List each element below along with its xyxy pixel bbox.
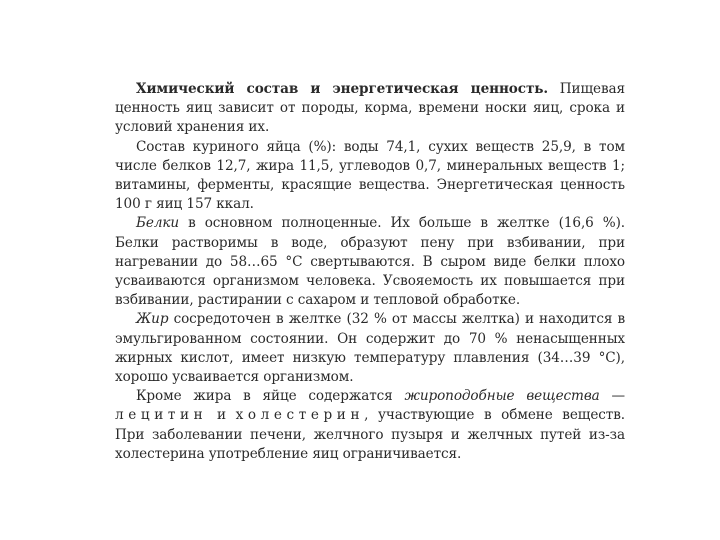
term-fat: Жир — [136, 311, 169, 328]
paragraph-text: сосредоточен в желтке (32 % от массы желтка) и находится в эмульгированном состоянии. Он содержит до 70 % ненасыщенных жирных кислот, имеет низкую температуру плавления (34…39 °С), хорошо усваивается организмом. — [115, 311, 625, 386]
term-cholesterol: холестерин — [235, 407, 365, 424]
paragraph-composition-intro — [115, 80, 625, 138]
paragraph-text: Кроме жира в яйце содержатся — [136, 388, 405, 405]
paragraph-proteins — [115, 214, 625, 310]
term-lipoids: жироподобные вещества — [404, 388, 600, 405]
paragraph-egg-composition — [115, 138, 625, 215]
term-proteins: Белки — [136, 215, 180, 232]
paragraph-text: — — [599, 388, 625, 405]
paragraph-lipoids — [115, 387, 625, 464]
paragraph-text: и — [207, 407, 236, 424]
paragraph-text: , участвующие в обмене веществ. При заболевании печени, желчного пузыря и желчных путей из-за холестерина употребление яиц ограничивается. — [115, 407, 625, 462]
paragraph-text: Пищевая ценность яиц зависит от породы, корма, времени носки яиц, срока и условий хранения их. — [115, 81, 626, 136]
term-lecithin: лецитин — [115, 407, 208, 424]
paragraph-text: Состав куриного яйца (%): воды 74,1, сухих веществ 25,9, в том числе белков 12,7, жира 11,5, углеводов 0,7, минеральных веществ 1; витамины, ферменты, красящие вещества. Энергетическая ценность 100 г яиц 157 ккал. — [115, 138, 625, 213]
paragraph-text: в основном полноценные. Их больше в желтке (16,6 %). Белки растворимы в воде, образуют пену при взбивании, при нагревании до 58…65 °С свертываются. В сыром виде белки плохо усваиваются организмом человека. Усвояемость их повышается при взбивании, растирании с сахаром и тепловой обработке. — [115, 215, 625, 309]
text-body — [115, 80, 625, 464]
section-heading: Химический состав и энергетическая ценность. — [136, 81, 549, 97]
paragraph-fat — [115, 310, 625, 387]
